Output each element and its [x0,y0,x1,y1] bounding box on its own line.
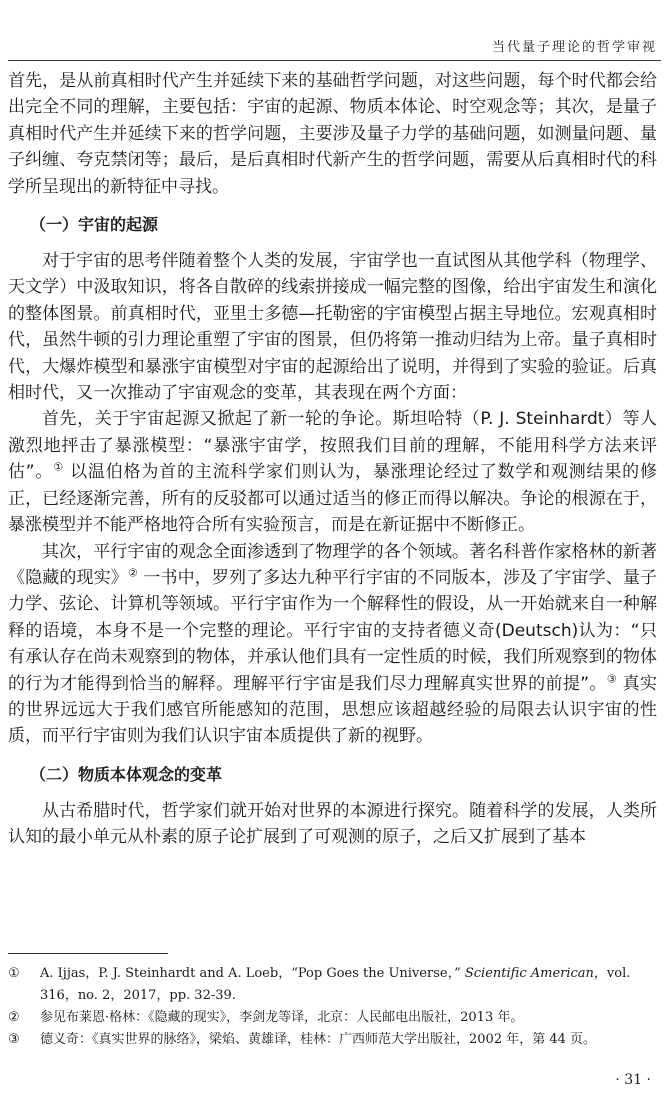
header-rule [8,60,661,61]
paragraph-text: 以温伯格为首的主流科学家们则认为，暴涨理论经过了数学和观测结果的修正，已经逐渐完善，所有的反驳都可以通过适当的修正而得以解决。争论的根源在于，暴涨模型并不能严格地符合所有实验预言，而是在新证据中不断修正。 [8,462,657,536]
footnote-ref-2[interactable]: ② [127,566,138,580]
section-heading-origin-of-universe: （一）宇宙的起源 [30,215,159,235]
paragraph-text: 首先，关于宇宙起源又掀起了新一轮的争论。斯坦哈特（P. J. Steinhardt）等人激烈地抨击了暴涨模型：“暴涨宇宙学，按照我们目前的理解，不能用科学方法来评估”。 [8,409,657,483]
footnote-2 [8,1007,657,1029]
main-body-text [8,68,657,851]
paragraph-cosmology: 对于宇宙的思考伴随着整个人类的发展，宇宙学也一直试图从其他学科（物理学、天文学）中汲取知识，将各自散碎的线索拼接成一幅完整的图像，给出宇宙发生和演化的整体图景。前真相时代，亚里士多德—托勒密的宇宙模型占据主导地位。宏观真相时代，虽然牛顿的引力理论重塑了宇宙的图景，但仍将第一推动归结为上帝。量子真相时代，大爆炸模型和暴涨宇宙模型对宇宙的起源给出了说明，并得到了实验的验证。后真相时代，又一次推动了宇宙观念的变革，其表现在两个方面： [8,251,657,404]
footnote-text: 参见布莱恩·格林：《隐藏的现实》，李剑龙等译，北京：人民邮电出版社，2013 年。 [40,1010,524,1025]
journal-title: Scientific American [464,966,594,981]
paragraph-inflation-debate [8,406,657,538]
paragraph-text: 其次，平行宇宙的观念全面渗透到了物理学的各个领域。著名科普作家格林的新著《隐藏的现实》 [8,541,657,588]
paragraph-text: 真实的世界远远大于我们感官所能感知的范围，思想应该超越经验的局限去认识宇宙的性质，而平行宇宙则为我们认识宇宙本质提供了新的视野。 [8,673,657,747]
footnote-mark: ② [8,1010,20,1025]
footnote-mark: ① [8,966,20,981]
section-heading-material-ontology: （二）物质本体观念的变革 [30,764,223,784]
footnote-1 [8,963,657,1007]
footnote-ref-1[interactable]: ① [53,460,64,474]
paragraph-intro: 首先，是从前真相时代产生并延续下来的基础哲学问题，对这些问题，每个时代都会给出完全不同的理解，主要包括：宇宙的起源、物质本体论、时空观念等；其次，是量子真相时代产生并延续下来的哲学问题，主要涉及量子力学的基础问题，如测量问题、量子纠缠、夸克禁闭等；最后，是后真相时代新产生的哲学问题，需要从后真相时代的科学所呈现出的新特征中寻找。 [8,71,657,197]
footnote-separator [8,953,168,954]
footnote-text-part: A. Ijjas，P. J. Steinhardt and A. Loeb，“Pop Goes the Universe，” [40,966,465,981]
footnote-3 [8,1029,657,1051]
paragraph-text: 一书中，罗列了多达九种平行宇宙的不同版本，涉及了宇宙学、量子力学、弦论、计算机等领域。平行宇宙作为一个解释性的假设，从一开始就来自一种解释的语境，本身不是一个完整的理论。平行宇宙的支持者德义奇(Deutsch)认为：“只有承认存在尚未观察到的物体，并承认他们具有一定性质的时候，我们所观察到的物体的行为才能得到恰当的解释。理解平行宇宙是我们尽力理解真实世界的前提”。 [8,567,658,694]
footnote-text [40,963,657,1007]
page-number: · 31 · [615,1072,651,1088]
footnote-text: 德义奇：《真实世界的脉络》，梁焰、黄雄译，桂林：广西师范大学出版社，2002 年，第 44 页。 [40,1032,597,1047]
paragraph-ancient-greece: 从古希腊时代，哲学家们就开始对世界的本源进行探究。随着科学的发展，人类所认知的最小单元从朴素的原子论扩展到了可观测的原子，之后又扩展到了基本 [8,800,657,848]
footnote-text-part: ，vol. 316，no. 2，2017，pp. 32-39. [40,966,631,1003]
footnote-ref-3[interactable]: ③ [606,671,617,685]
running-header-title: 当代量子理论的哲学审视 [491,40,657,55]
footnotes [8,963,657,1051]
paragraph-parallel-universe [8,539,657,750]
footnote-mark: ③ [8,1032,20,1047]
